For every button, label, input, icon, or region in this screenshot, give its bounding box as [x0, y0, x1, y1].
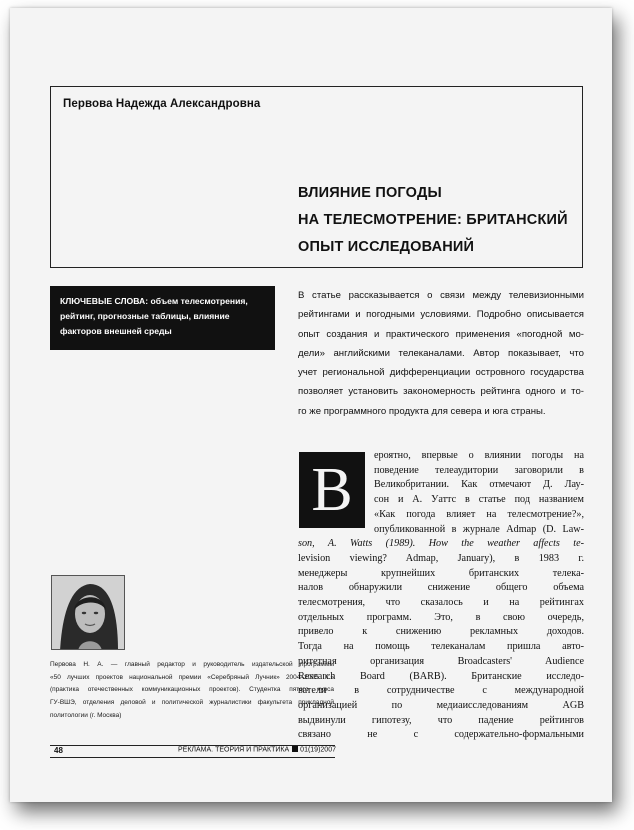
square-bullet-icon	[292, 746, 298, 752]
body-line: ватели в сотрудничестве с международной	[298, 685, 584, 697]
keywords-line: рейтинг, прогнозные таблицы, влияние	[60, 311, 230, 321]
bio-line: ГУ-ВШЭ, отделения деловой и политической журналистики факультета прикладной	[50, 699, 334, 707]
bio-line: (практика отечественных коммуникационных проектов). Студентка пятого курса	[50, 686, 334, 694]
abstract-line: опыт создания и практического применения «погодной мо-	[298, 328, 584, 340]
bio-line: «50 лучших проектов национальной премии «Серебряный Лучник» 2004–2005 гг.»	[50, 673, 334, 681]
page-number: 48	[54, 746, 63, 755]
article-body	[298, 449, 584, 743]
body-line: налов обнаружили снижение общего объема	[298, 582, 584, 594]
author-photo	[51, 575, 125, 650]
journal-info	[178, 746, 336, 754]
body-line: levision viewing? Admap, January), в 1983 г.	[298, 552, 584, 564]
abstract-line: позволяет установить закономерность рейтинга одного и то-	[298, 386, 584, 398]
keywords-line: факторов внешней среды	[60, 326, 172, 336]
body-line: Тогда на помощь телеканалам пришла авто-	[298, 641, 584, 653]
title-line: ВЛИЯНИЕ ПОГОДЫ	[298, 185, 442, 201]
abstract-line: дели» английскими телеканалами. Автор показывает, что	[298, 347, 584, 359]
abstract	[298, 286, 584, 421]
abstract-line: В статье рассказывается о связи между телевизионными	[298, 290, 584, 301]
body-line: отдельных программ. Это, в свою очередь,	[298, 611, 584, 623]
body-line: Research Board (BARB). Британские исследо-	[298, 670, 584, 682]
author-bio	[50, 659, 334, 723]
author-name: Первова Надежда Александровна	[63, 98, 261, 110]
bio-line: Первова Н. А. — главный редактор и руководитель издательской программы	[50, 661, 334, 668]
article-title	[298, 180, 568, 261]
body-line: менеджеры крупнейших британских телека-	[298, 567, 584, 579]
bio-line: политологии (г. Москва)	[50, 711, 122, 719]
keywords-line: КЛЮЧЕВЫЕ СЛОВА: объем телесмотрения,	[60, 296, 248, 306]
drop-cap: В	[299, 452, 365, 528]
journal-name: РЕКЛАМА. ТЕОРИЯ И ПРАКТИКА	[178, 746, 290, 754]
body-line: привело к снижению рекламных доходов.	[298, 626, 584, 638]
keywords-box	[50, 286, 275, 350]
body-line: поведение телеаудитории заговорили в	[374, 464, 584, 476]
body-line: ритетная организация Broadcasters' Audience	[298, 655, 584, 667]
title-line: НА ТЕЛЕСМОТРЕНИЕ: БРИТАНСКИЙ	[298, 212, 568, 228]
title-line: ОПЫТ ИССЛЕДОВАНИЙ	[298, 239, 475, 255]
abstract-line: учет региональной дифференциации островного государства	[298, 367, 584, 379]
body-line: «Как погода влияет на телесмотрение?»,	[374, 508, 584, 520]
body-line: сон и А. Уаттс в статье под названием	[374, 494, 584, 506]
body-line: Великобритании. Как отмечают Д. Лау-	[374, 479, 584, 491]
abstract-line: го же программного продукта для севера и юга страны.	[298, 405, 546, 417]
body-line: ероятно, впервые о влиянии погоды на	[374, 450, 584, 461]
body-line: выдвинули гипотезу, что падение рейтингов	[298, 714, 584, 726]
issue-number: 01(19)2007	[300, 746, 336, 754]
portrait-image	[52, 576, 125, 650]
body-line: организацией по медиаисследованиям AGB	[298, 699, 584, 711]
body-line: связано не с содержательно-формальными	[298, 729, 584, 741]
body-line: телесмотрения, что сказалось и на рейтингах	[298, 597, 584, 609]
body-line: son, A. Watts (1989). How the weather affects te-	[298, 538, 584, 550]
abstract-line: рейтингами и погодными условиями. Подробно описывается	[298, 309, 584, 321]
body-line: опубликованной в журнале Admap (D. Law-	[374, 523, 584, 535]
